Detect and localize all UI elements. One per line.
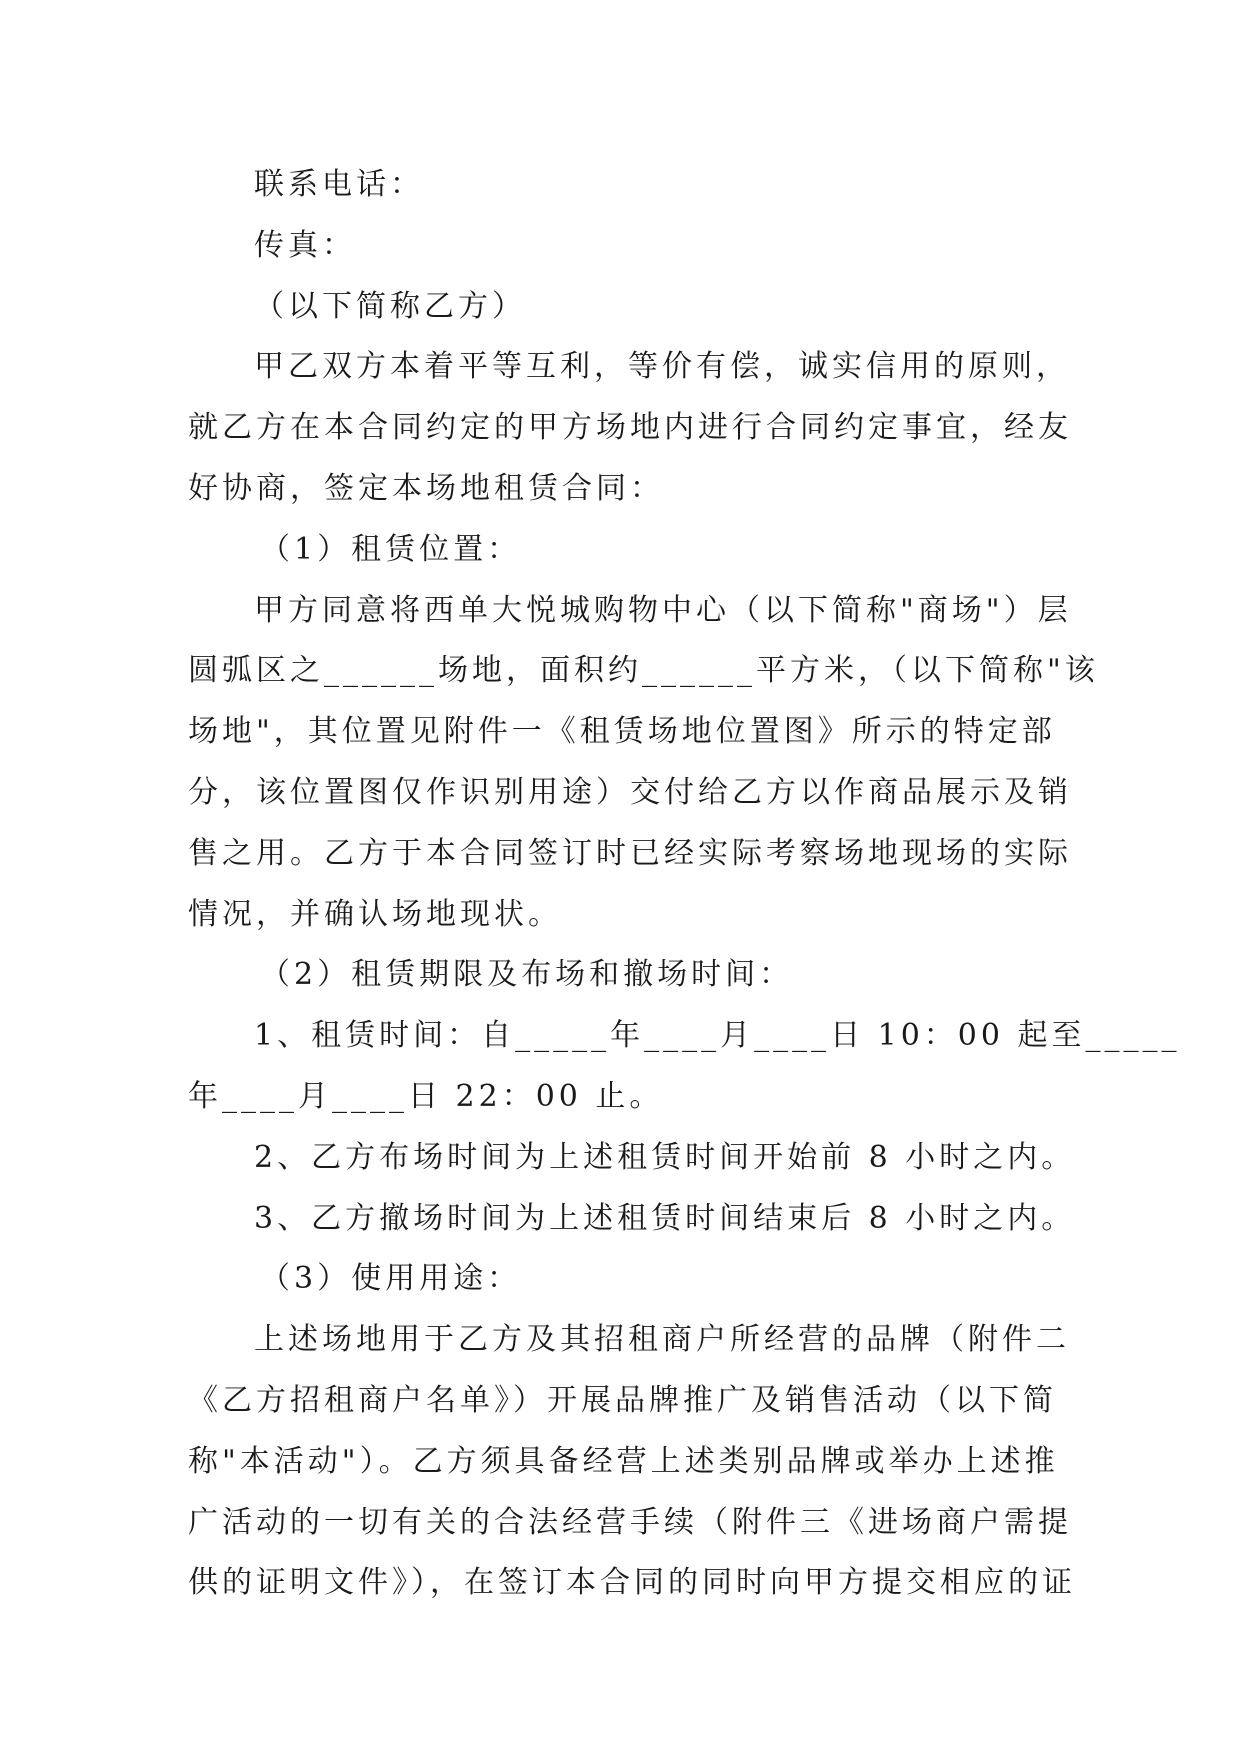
- paragraph-line: 甲方同意将西单大悦城购物中心（以下简称"商场"）层: [254, 592, 1072, 628]
- paragraph-line: 情况，并确认场地现状。: [188, 896, 562, 932]
- section-heading-1: （1）租赁位置：: [260, 531, 522, 567]
- paragraph-line: 分，该位置图仅作识别用途）交付给乙方以作商品展示及销: [188, 774, 1072, 810]
- paragraph-line: 甲乙双方本着平等互利，等价有偿，诚实信用的原则，: [254, 349, 1070, 385]
- paragraph-line: 就乙方在本合同约定的甲方场地内进行合同约定事宜，经友: [188, 410, 1072, 446]
- paragraph-line: 《乙方招租商户名单》）开展品牌推广及销售活动（以下简: [188, 1382, 1057, 1418]
- paragraph-line: 供的证明文件》），在签订本合同的同时向甲方提交相应的证: [188, 1565, 1076, 1601]
- fax-line: 传真：: [254, 227, 356, 263]
- document-page: [188, 155, 1181, 1614]
- paragraph-line: 好协商，签定本场地租赁合同：: [188, 470, 664, 506]
- paragraph-line: 2、乙方布场时间为上述租赁时间开始前 8 小时之内。: [254, 1139, 1076, 1175]
- section-heading-2: （2）租赁期限及布场和撤场时间：: [260, 957, 794, 993]
- contact-phone-line: 联系电话：: [254, 167, 424, 202]
- paragraph-line: 称"本活动"）。乙方须具备经营上述类别品牌或举办上述推: [188, 1443, 1059, 1479]
- paragraph-line: 3、乙方撤场时间为上述租赁时间结束后 8 小时之内。: [254, 1200, 1076, 1236]
- section-heading-3: （3）使用用途：: [260, 1261, 522, 1297]
- party-b-note: （以下简称乙方）: [254, 288, 526, 324]
- paragraph-line: 场地"，其位置见附件一《租赁场地位置图》所示的特定部: [188, 714, 1056, 750]
- paragraph-line: 上述场地用于乙方及其招租商户所经营的品牌（附件二: [254, 1322, 1070, 1358]
- paragraph-line: 圆弧区之______场地，面积约______平方米，（以下简称"该: [188, 653, 1099, 689]
- paragraph-line: 售之用。乙方于本合同签订时已经实际考察场地现场的实际: [188, 835, 1072, 871]
- paragraph-line: 广活动的一切有关的合法经营手续（附件三《进场商户需提: [188, 1504, 1072, 1540]
- paragraph-line: 1、租赁时间：自_____年____月____日 10：00 起至_____: [254, 1018, 1181, 1054]
- paragraph-line: 年____月____日 22：00 止。: [188, 1078, 664, 1114]
